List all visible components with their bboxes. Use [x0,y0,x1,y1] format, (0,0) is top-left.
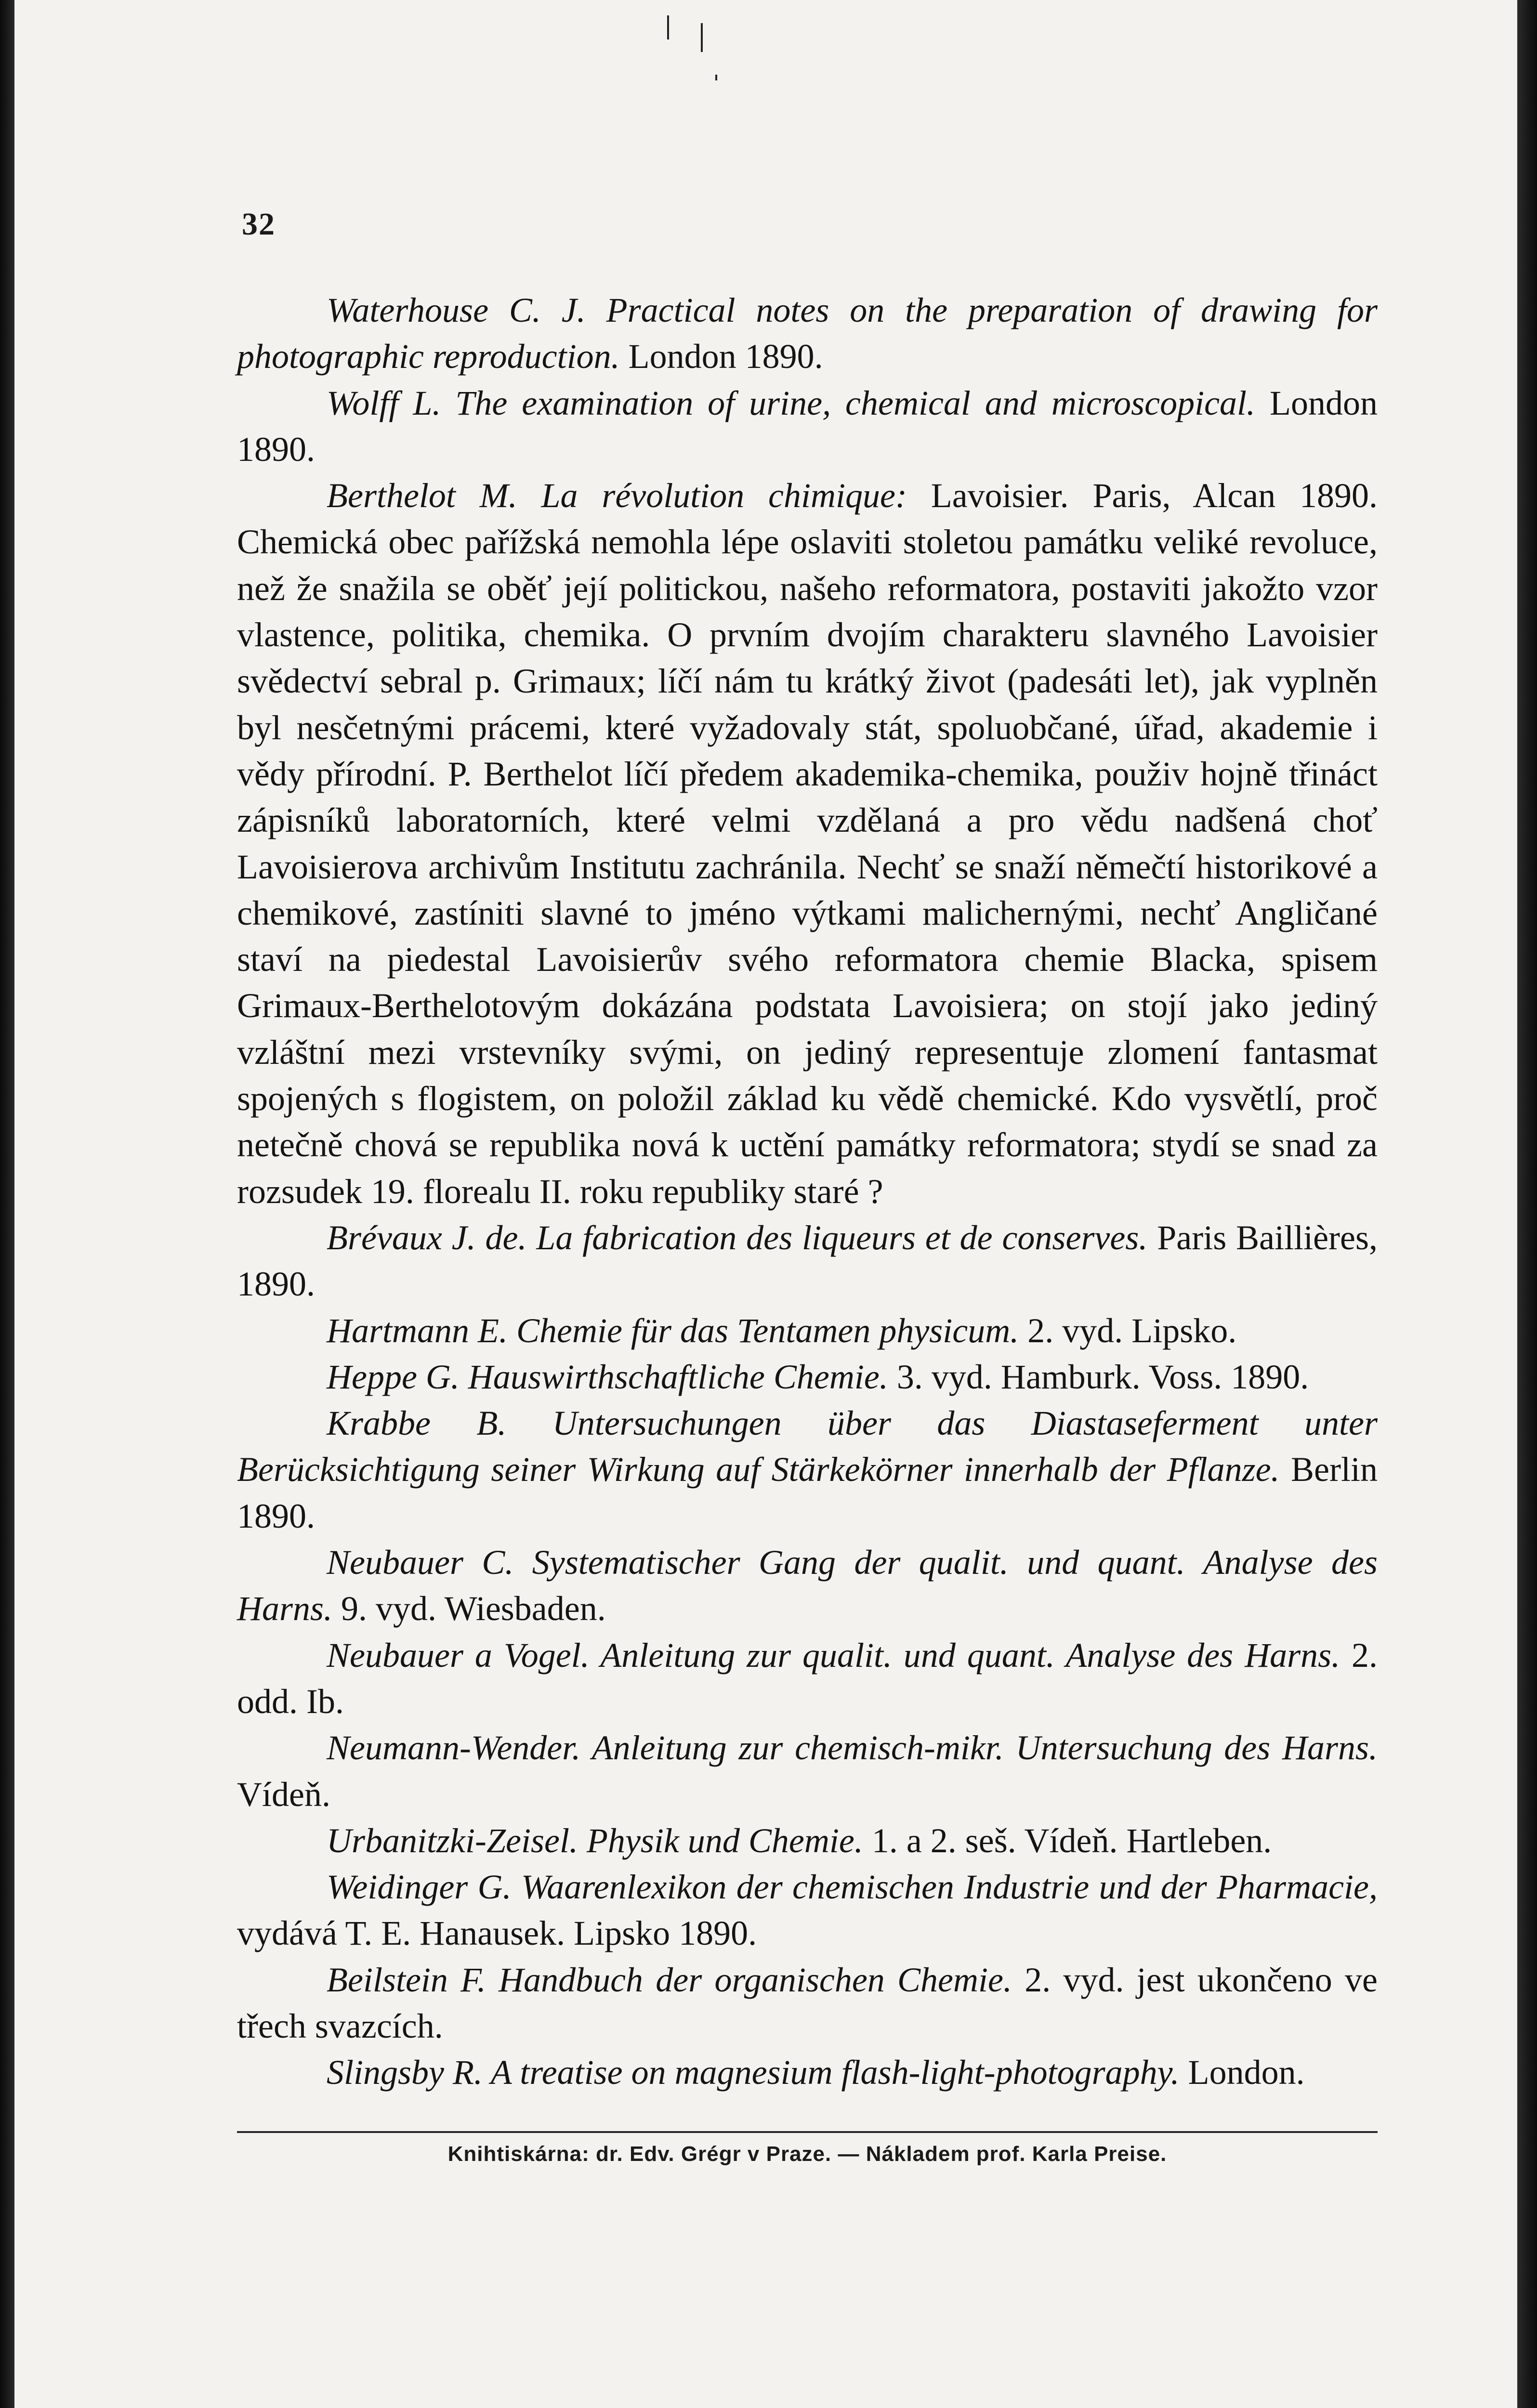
bibliography-entry [237,1864,1378,1957]
bibliography-entry [237,1632,1378,1725]
entry-title: Slingsby R. A treatise on magnesium flash-light-photography. [327,2053,1180,2092]
entry-details: 2. vyd. Lipsko. [1019,1311,1237,1350]
entry-details: Lavoisier. Paris, Alcan 1890. Chemická obec pařížská nemohla lépe oslaviti stoletou památku veliké revoluce, než že snažila se oběť její politickou, našeho reformatora, postaviti jakožto vzor vlastence, politika, chemika. O prvním dvojím charakteru slavného Lavoisier svědectví sebral p. Grimaux; líčí nám tu krátký život (padesáti let), jak vyplněn byl nesčetnými prácemi, které vyžadovaly stát, spoluobčané, úřad, akademie i vědy přírodní. P. Berthelot líčí předem akademika-chemika, použiv hojně třináct zápisníků laboratorních, které velmi vzdělaná a pro vědu nadšená choť Lavoisierova archivům Institutu zachránila. Nechť se snaží němečtí historikové a chemikové, zastíniti slavné to jméno výtkami malichernými, nechť Angličané staví na piedestal Lavoisierův svého reformatora chemie Blacka, spisem Grimaux-Berthelotovým dokázána podstata Lavoisiera; on stojí jako jediný vzláštní mezi vrstevníky svými, on jediný representuje zlomení fantasmat spojených s flogistem, on položil základ ku vědě chemické. Kdo vysvětlí, proč netečně chová se republika nová k uctění památky reformatora; stydí se snad za rozsudek 19. florealu II. roku republiky staré ? [237,476,1378,1211]
scan-edge-left [0,0,14,2408]
entry-title: Waterhouse C. J. Practical notes on the preparation of drawing for photographic reproduction. [237,291,1378,376]
bibliography-entry [237,1539,1378,1632]
entry-title: Berthelot M. La révolution chimique: [327,476,907,515]
entry-title: Brévaux J. de. La fabrication des liqueurs et de conserves. [327,1218,1148,1257]
entry-title: Wolff L. The examination of urine, chemical and microscopical. [327,383,1256,422]
entry-details: Berlin 1890. [237,1450,1378,1535]
entry-details: London. [1179,2053,1305,2092]
printer-imprint: Knihtiskárna: dr. Edv. Grégr v Praze. — Nákladem prof. Karla Preise. [447,2142,1167,2166]
entry-details: vydává T. E. Hanausek. Lipsko 1890. [237,1914,757,1953]
bibliography-entry [237,1957,1378,2050]
bibliography-entry [237,2049,1378,2095]
entry-title: Neumann-Wender. Anleitung zur chemisch-mikr. Untersuchung des Harns. [327,1728,1378,1767]
bibliography-entry [237,1818,1378,1864]
entry-details: 2. odd. Ib. [237,1636,1378,1721]
entry-title: Beilstein F. Handbuch der organischen Chemie. [327,1960,1012,1999]
scan-edge-right [1517,0,1537,2408]
entry-details: London 1890. [237,383,1378,469]
entry-title: Weidinger G. Waarenlexikon der chemischen Industrie und der Pharmacie, [327,1868,1378,1907]
bibliography-entry [237,1400,1378,1539]
entry-title: Urbanitzki-Zeisel. Physik und Chemie. [327,1821,863,1860]
entry-details: 2. vyd. jest ukončeno ve třech svazcích. [237,1960,1378,2045]
entry-title: Krabbe B. Untersuchungen über das Diastaseferment unter Berücksichtigung seiner Wirkung auf Stärkekörner innerhalb der Pflanze. [237,1404,1378,1489]
scan-mark [701,23,703,52]
scan-mark [715,75,717,80]
entry-details: 3. vyd. Hamburk. Voss. 1890. [888,1357,1309,1396]
bibliography-entry [237,1725,1378,1818]
footer-rule [237,2131,1378,2133]
entry-details: 9. vyd. Wiesbaden. [332,1589,606,1628]
entry-details: Vídeň. [237,1775,330,1814]
page-number: 32 [242,207,276,242]
entry-title: Neubauer C. Systematischer Gang der qualit. und quant. Analyse des Harns. [237,1543,1378,1628]
scan-mark [667,15,669,39]
bibliography-entry [237,1215,1378,1308]
bibliography-entry [237,1354,1378,1400]
entry-title: Neubauer a Vogel. Anleitung zur qualit. und quant. Analyse des Harns. [327,1636,1340,1675]
entry-details: London 1890. [619,337,823,376]
bibliography-entry [237,380,1378,473]
bibliography-text [237,287,1378,2096]
entry-details: Paris Baillières, 1890. [237,1218,1378,1304]
bibliography-entry [237,472,1378,1215]
entry-title: Hartmann E. Chemie für das Tentamen physicum. [327,1311,1019,1350]
entry-title: Heppe G. Hauswirthschaftliche Chemie. [327,1357,888,1396]
bibliography-entry [237,1308,1378,1354]
entry-details: 1. a 2. seš. Vídeň. Hartleben. [863,1821,1272,1860]
bibliography-entry [237,287,1378,380]
